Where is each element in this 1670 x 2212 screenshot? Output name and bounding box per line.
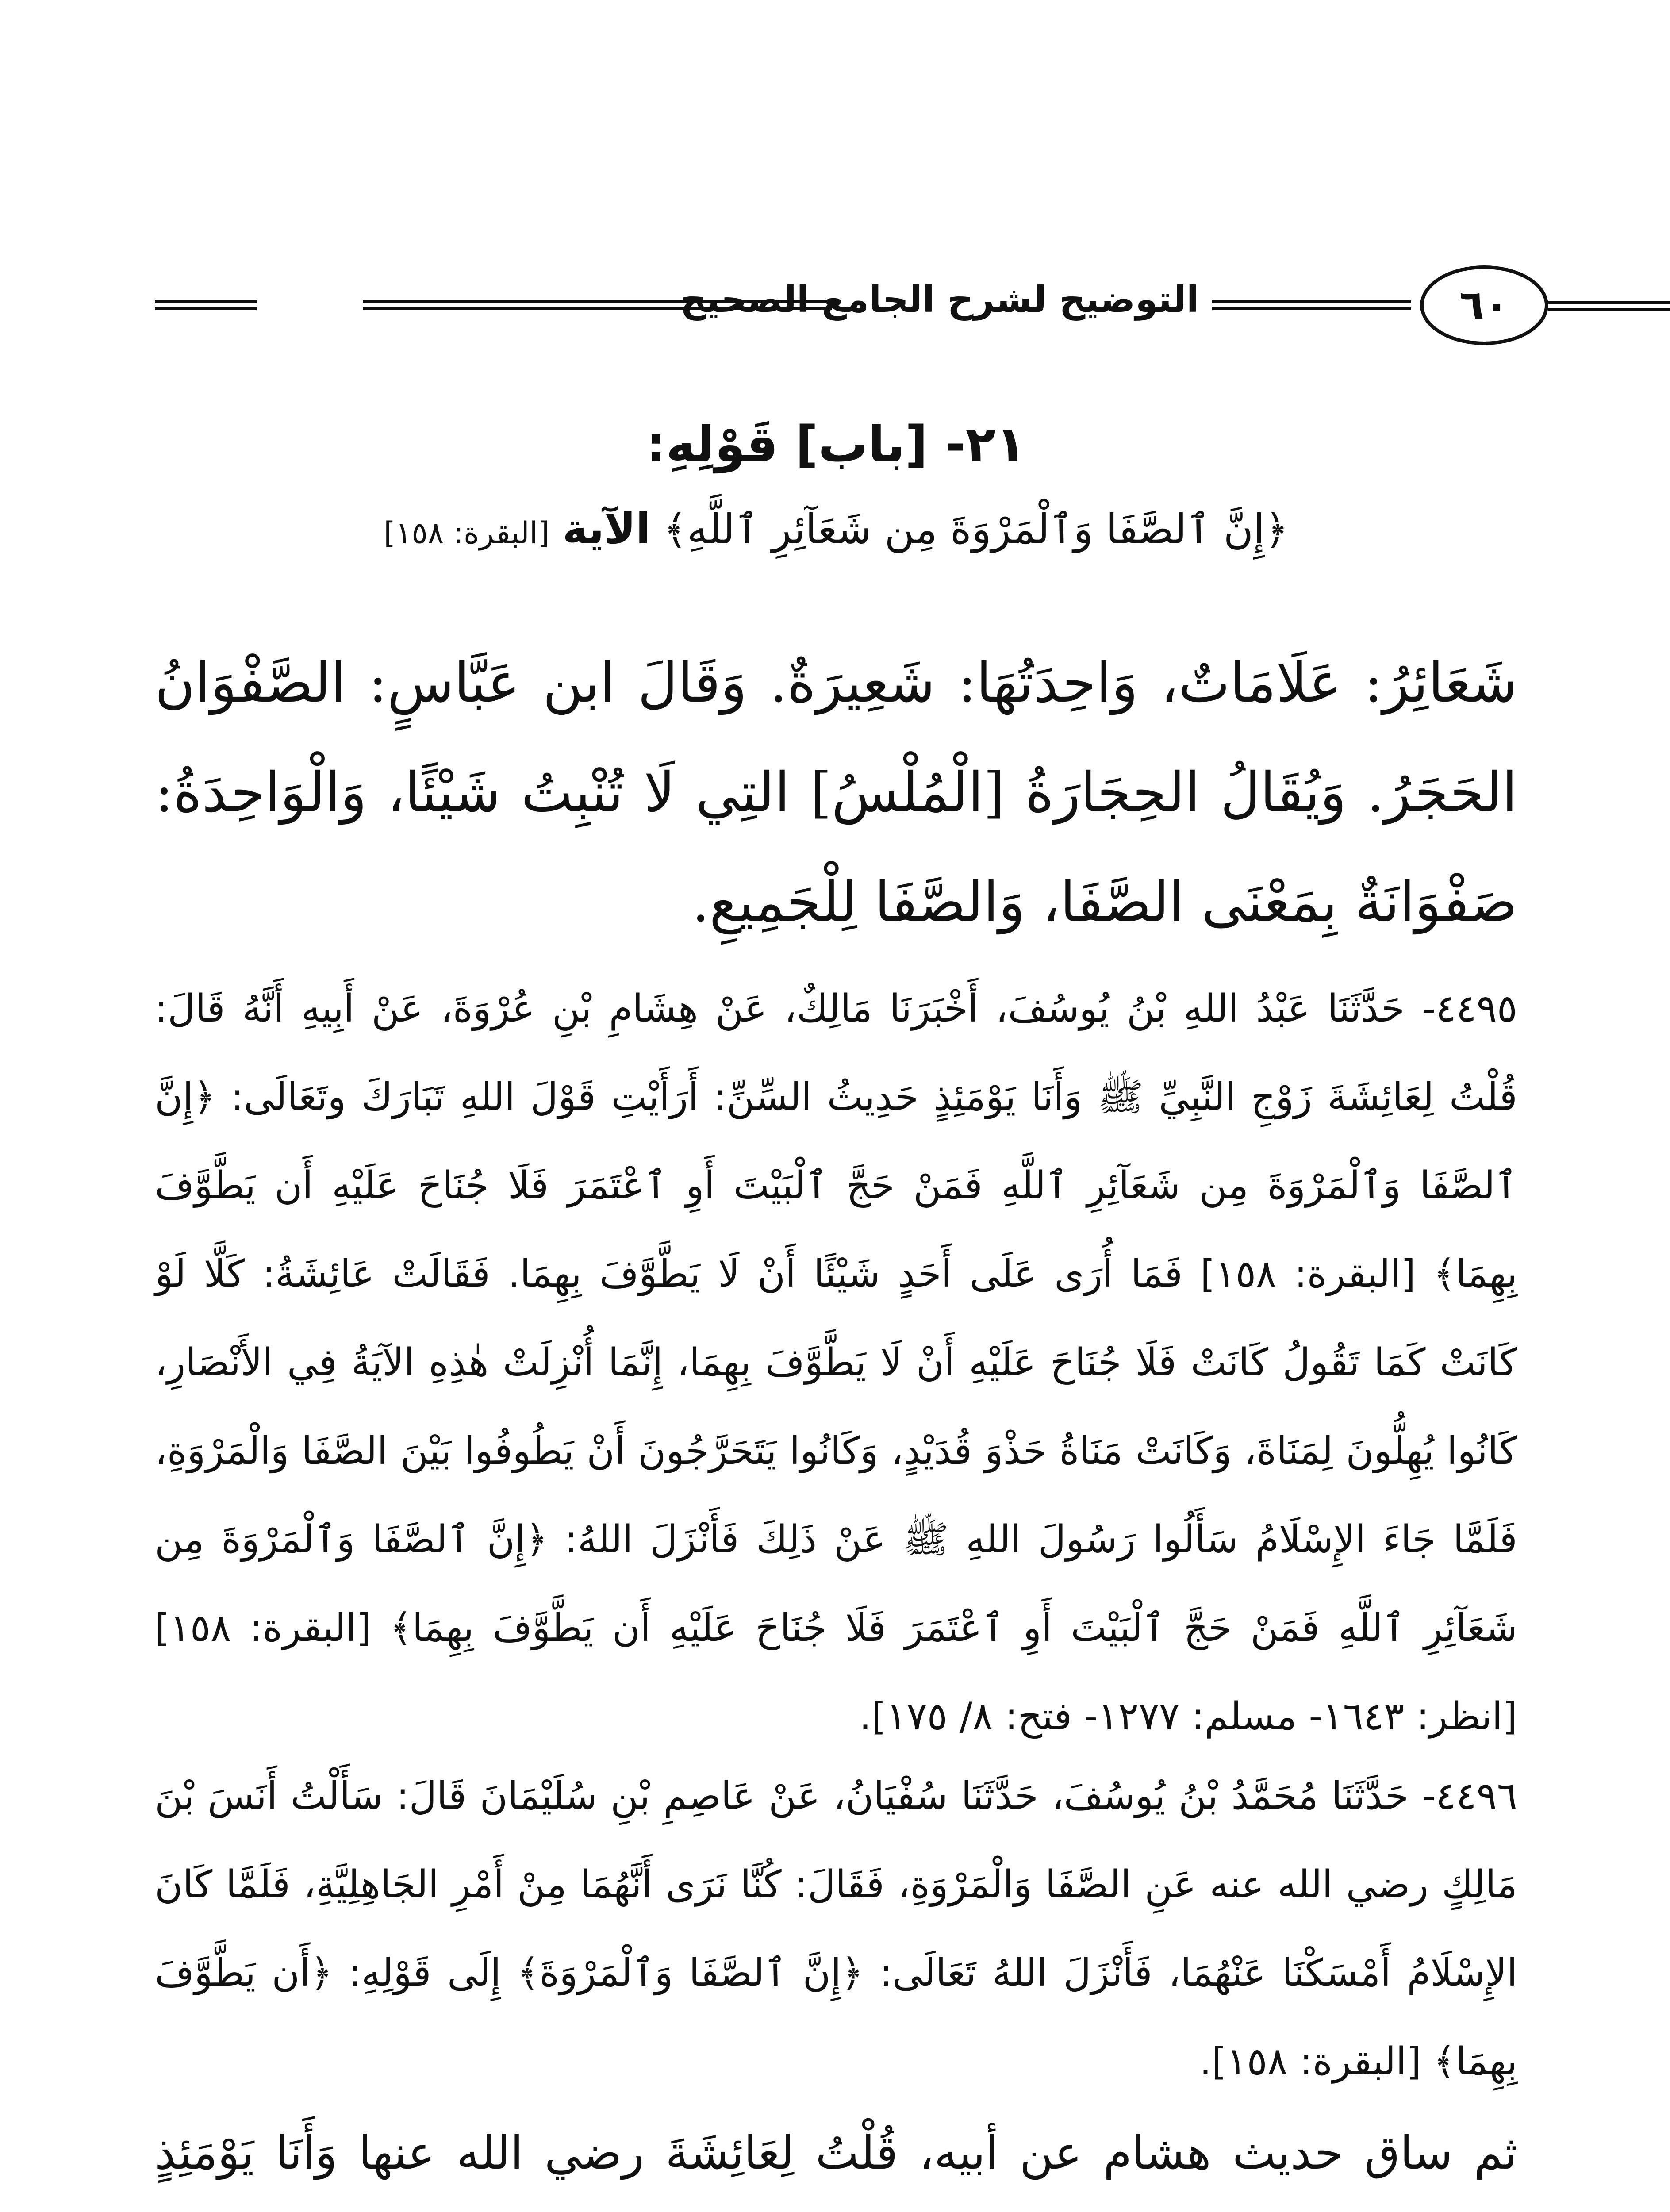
ayah-text: ﴿إِنَّ ٱلصَّفَا وَٱلْمَرْوَةَ مِن شَعَآئِرِ ٱللَّهِ﴾ [663, 506, 1289, 553]
commentary-paragraph: ثم ساق حديث هشام عن أبيه، قُلْتُ لِعَائِشَةَ رضي الله عنها وَأَنَا يَوْمَئِذٍ [155, 2126, 1517, 2180]
ayah-label: الآية [562, 504, 651, 553]
header-rule [1548, 301, 1670, 311]
hadith-4496: ٤٤٩٦- حَدَّثَنَا مُحَمَّدُ بْنُ يُوسُفَ، حَدَّثَنَا سُفْيَانُ، عَنْ عَاصِمِ بْنِ سُلَيْمَانَ قَالَ: سَأَلْتُ أَنَسَ بْنَ مَالِكٍ رضي الله عنه عَنِ الصَّفَا وَالْمَرْوَةِ، فَقَالَ: كُنَّا نَرَى أَنَّهُمَا مِنْ أَمْرِ الجَاهِلِيَّةِ، فَلَمَّا كَانَ الإِسْلَامُ أَمْسَكْنَا عَنْهُمَا، فَأَنْزَلَ اللهُ تَعَالَى: ﴿إِنَّ ٱلصَّفَا وَٱلْمَرْوَةَ﴾ إِلَى قَوْلِهِ: ﴿أَن يَطَّوَّفَ بِهِمَا﴾ [البقرة: ١٥٨]. [155, 1774, 1517, 2084]
header-rule [1212, 300, 1411, 310]
ayah-reference: [البقرة: ١٥٨] [384, 516, 550, 551]
vocabulary-explanation: شَعَائِرُ: عَلَامَاتٌ، وَاحِدَتُهَا: شَعِيرَةٌ. وَقَالَ ابن عَبَّاسٍ: الصَّفْوَانُ الحَجَرُ. وَيُقَالُ الحِجَارَةُ [الْمُلْسُ] التِي لَا تُنْبِتُ شَيْئًا، وَالْوَاحِدَةُ: صَفْوَانَةٌ بِمَعْنَى الصَّفَا، وَالصَّفَا لِلْجَمِيعِ. [155, 651, 1517, 934]
hadith-4495: ٤٤٩٥- حَدَّثَنَا عَبْدُ اللهِ بْنُ يُوسُفَ، أَخْبَرَنَا مَالِكٌ، عَنْ هِشَامِ بْنِ عُرْوَةَ، عَنْ أَبِيهِ أَنَّهُ قَالَ: قُلْتُ لِعَائِشَةَ زَوْجِ النَّبِيِّ ﷺ وَأَنَا يَوْمَئِذٍ حَدِيثُ السِّنِّ: أَرَأَيْتِ قَوْلَ اللهِ تَبَارَكَ وتَعَالَى: ﴿إِنَّ ٱلصَّفَا وَٱلْمَرْوَةَ مِن شَعَآئِرِ ٱللَّهِ فَمَنْ حَجَّ ٱلْبَيْتَ أَوِ ٱعْتَمَرَ فَلَا جُنَاحَ عَلَيْهِ أَن يَطَّوَّفَ بِهِمَا﴾ [البقرة: ١٥٨] فَمَا أُرَى عَلَى أَحَدٍ شَيْئًا أَنْ لَا يَطَّوَّفَ بِهِمَا. فَقَالَتْ عَائِشَةُ: كَلَّا لَوْ كَانَتْ كَمَا تَقُولُ كَانَتْ فَلَا جُنَاحَ عَلَيْهِ أَنْ لَا يَطَّوَّفَ بِهِمَا، إِنَّمَا أُنْزِلَتْ هٰذِهِ الآيَةُ فِي الأَنْصَارِ، كَانُوا يُهِلُّونَ لِمَنَاةَ، وَكَانَتْ مَنَاةُ حَذْوَ قُدَيْدٍ، وَكَانُوا يَتَحَرَّجُونَ أَنْ يَطُوفُوا بَيْنَ الصَّفَا وَالْمَرْوَةِ، فَلَمَّا جَاءَ الإِسْلَامُ سَأَلُوا رَسُولَ اللهِ ﷺ عَنْ ذَلِكَ فَأَنْزَلَ اللهُ: ﴿إِنَّ ٱلصَّفَا وَٱلْمَرْوَةَ مِن شَعَآئِرِ ٱللَّهِ فَمَنْ حَجَّ ٱلْبَيْتَ أَوِ ٱعْتَمَرَ فَلَا جُنَاحَ عَلَيْهِ أَن يَطَّوَّفَ بِهِمَا﴾ [البقرة: ١٥٨] [انظر: ١٦٤٣- مسلم: ١٢٧٧- فتح: ٨/ ١٧٥]. [155, 987, 1517, 1739]
chapter-heading: ٢١- [باب] قَوْلِهِ: [646, 416, 1026, 473]
ayah-line [155, 495, 1517, 567]
running-header [155, 248, 1517, 363]
page-number: ٦٠ [1420, 265, 1548, 345]
header-rule [155, 300, 257, 310]
book-title: التوضيح لشرح الجامع الصحيح [680, 279, 1199, 321]
